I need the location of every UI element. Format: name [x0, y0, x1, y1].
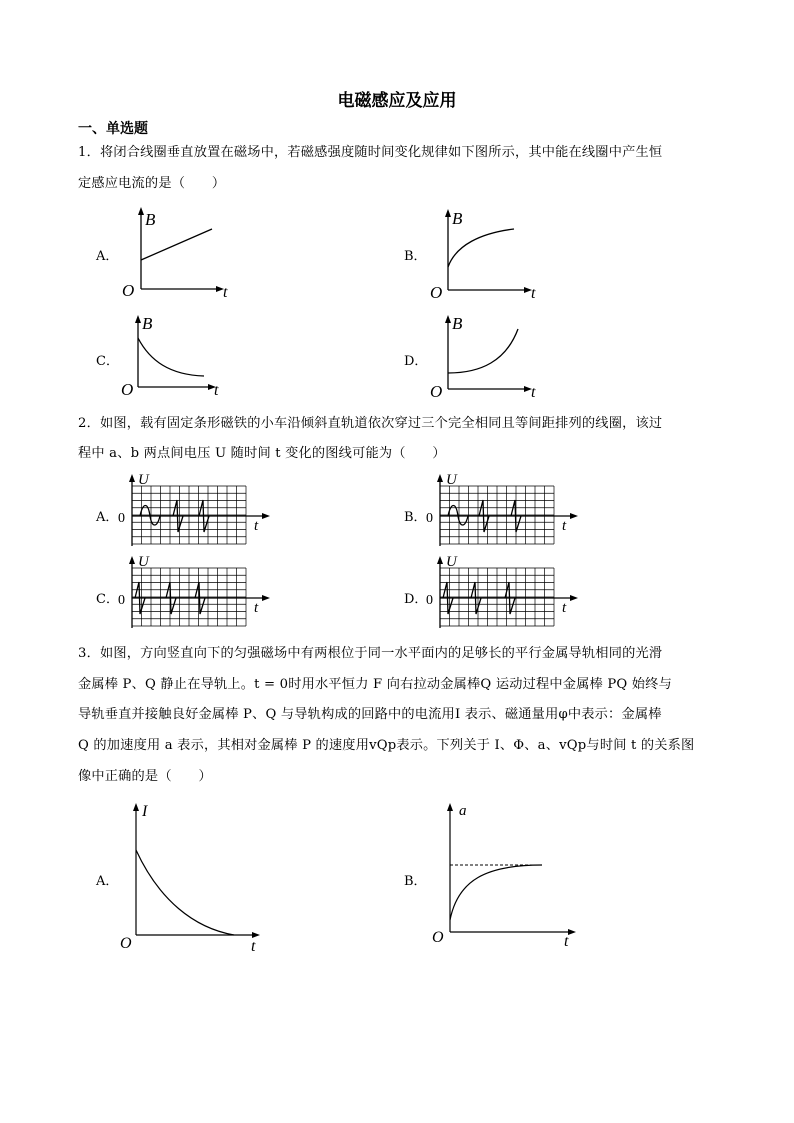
q2-option-b-label[interactable]: B． [404, 510, 427, 525]
q3-text-line3: 导轨垂直并接触良好金属棒 P、Q 与导轨构成的回路中的电流用I 表示、磁通量用φ中表示：金属棒 [78, 707, 662, 722]
q3-text-line1: 3．如图，方向竖直向下的匀强磁场中有两根位于同一水平面内的足够长的平行金属导轨相同的光滑 [78, 646, 663, 661]
q2-option-c-label[interactable]: C． [96, 592, 119, 607]
q2-origin: 0 [426, 593, 433, 608]
q1-option-a-label[interactable]: A． [96, 249, 119, 264]
q1c-origin: O [121, 380, 134, 399]
section-heading: 一、单选题 [78, 121, 148, 137]
q2-text-line1: 2．如图，载有固定条形磁铁的小车沿倾斜直轨道依次穿过三个完全相同且等间距排列的线圈，该过 [78, 416, 663, 431]
q3-text-line4: Q 的加速度用 a 表示，其相对金属棒 P 的速度用vQp表示。下列关于 I、Φ、a、vQp与时间 t 的关系图 [78, 738, 695, 753]
q2-origin: 0 [118, 511, 125, 526]
q1-graph-a [118, 205, 238, 303]
q2-axis-y: U [446, 474, 457, 488]
x-axis-arrow [570, 595, 578, 601]
x-axis-arrow [262, 513, 270, 519]
q1d-axis-y: B [452, 314, 463, 333]
q1a-origin: O [122, 281, 135, 300]
y-axis-arrow [129, 556, 135, 564]
q1c-axis-x: t [214, 382, 219, 399]
q1b-axis-x: t [531, 285, 536, 302]
q2-origin: 0 [118, 593, 125, 608]
page-title: 电磁感应及应用 [337, 91, 457, 111]
y-axis-arrow [437, 556, 443, 564]
q1c-axis-y: B [142, 314, 153, 333]
q1d-origin: O [430, 382, 443, 401]
q2-text-line2: 程中 a、b 两点间电压 U 随时间 t 变化的图线可能为（ ） [78, 446, 446, 461]
q2-axis-x: t [562, 600, 567, 616]
q3-text-line5: 像中正确的是（ ） [78, 769, 212, 784]
q2-graph-a [116, 474, 276, 550]
q3b-curve [450, 865, 542, 920]
q3a-axis-y: I [142, 803, 148, 820]
q1d-axis-x: t [531, 384, 536, 401]
q3b-axis-x: t [564, 933, 569, 950]
q2-graph-c [116, 556, 276, 632]
q2-option-d-label[interactable]: D． [404, 592, 428, 607]
q2-axis-x: t [254, 518, 259, 534]
q1c-curve [138, 338, 204, 376]
q1-option-d-label[interactable]: D． [404, 354, 428, 369]
q2-graph-d [424, 556, 584, 632]
q1-option-c-label[interactable]: C． [96, 354, 119, 369]
q1d-curve [448, 329, 518, 373]
q2-axis-y: U [138, 474, 149, 488]
q1-graph-c [118, 313, 230, 401]
q2-origin: 0 [426, 511, 433, 526]
q3-text-line2: 金属棒 P、Q 静止在导轨上。t = 0时用水平恒力 F 向右拉动金属棒Q 运动过程中金属棒 PQ 始终与 [78, 677, 672, 692]
q3b-origin: O [432, 929, 444, 946]
q2-graph-b [424, 474, 584, 550]
q3-graph-a [114, 800, 274, 955]
q1-text-line1: 1．将闭合线圈垂直放置在磁场中，若磁感强度随时间变化规律如下图所示，其中能在线圈中产生恒 [78, 145, 663, 160]
q1a-axis-x: t [223, 284, 228, 301]
q1a-curve [141, 229, 212, 260]
x-axis-arrow [570, 513, 578, 519]
q3a-curve [136, 850, 234, 935]
y-axis-arrow [437, 474, 443, 482]
q1-text-line2: 定感应电流的是（ ） [78, 176, 226, 191]
x-axis-arrow [262, 595, 270, 601]
q3a-axis-x: t [251, 938, 256, 955]
q1-graph-b [426, 207, 546, 303]
q1b-axis-y: B [452, 209, 463, 228]
q1b-curve [448, 229, 514, 267]
q2-axis-y: U [138, 556, 149, 570]
q1a-axis-y: B [145, 210, 156, 229]
q3-graph-b [426, 800, 586, 952]
q3a-origin: O [120, 935, 132, 952]
q3-option-b-label[interactable]: B． [404, 874, 427, 889]
q2-axis-y: U [446, 556, 457, 570]
q3b-axis-y: a [459, 803, 467, 819]
q3-option-a-label[interactable]: A． [96, 874, 119, 889]
y-axis-arrow [129, 474, 135, 482]
q2-axis-x: t [562, 518, 567, 534]
q1-graph-d [426, 313, 546, 403]
q1-option-b-label[interactable]: B． [404, 249, 427, 264]
q2-option-a-label[interactable]: A． [96, 510, 119, 525]
q2-axis-x: t [254, 600, 259, 616]
q1b-origin: O [430, 283, 443, 302]
